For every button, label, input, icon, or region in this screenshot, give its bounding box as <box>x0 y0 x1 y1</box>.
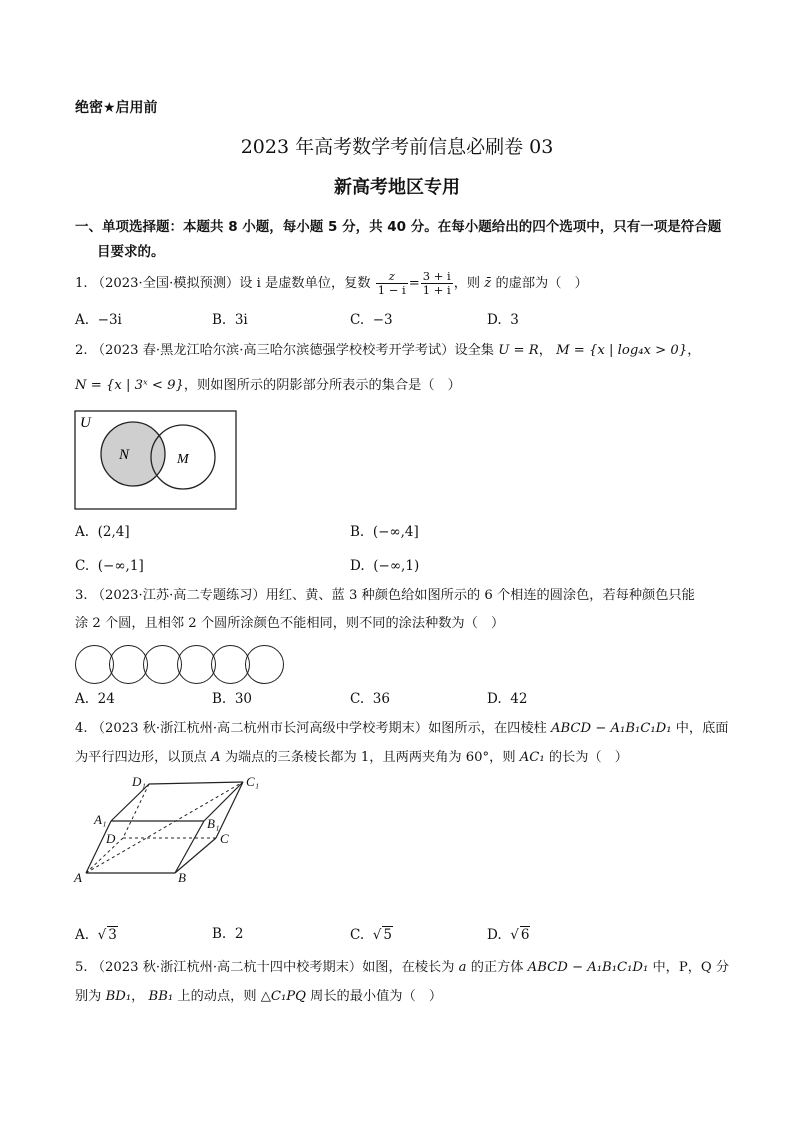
label-c: C <box>220 831 229 846</box>
q5-text-a: 如图，在棱长为 <box>362 960 455 975</box>
q1-text-b: ，则 <box>453 276 481 291</box>
q5-source: （2023 秋·浙江杭州·高二杭十四中校考期末） <box>91 960 363 975</box>
label-a1: A₁ <box>94 812 107 827</box>
question-3-line2 <box>75 614 504 634</box>
edge-c1c <box>216 782 243 838</box>
question-4-line2 <box>75 748 628 768</box>
q3-option-c[interactable]: C. 36 <box>350 691 390 707</box>
q1-zbar: z̄ <box>484 276 492 291</box>
q2-source: （2023 春·黑龙江哈尔滨·高三哈尔滨德强学校校考开学考试） <box>91 343 455 358</box>
question-3-line1 <box>75 586 695 606</box>
venn-label-m: M <box>177 452 189 467</box>
q4-text-line2c: 的长为（ ） <box>548 750 628 765</box>
question-2-line2 <box>75 376 461 396</box>
edge-d1d <box>123 784 149 838</box>
section-heading-line1: 一、单项选择题：本题共 8 小题，每小题 5 分，共 40 分。在每小题给出的四个选项中，只有一项是符合题 <box>75 219 722 235</box>
q2-option-c[interactable]: C. (−∞,1] <box>75 558 144 574</box>
q1-option-b[interactable]: B. 3i <box>212 312 248 328</box>
q2-text-sep: ， <box>538 343 552 358</box>
q2-text-a: 设全集 <box>454 343 494 358</box>
q5-text-line2c: 上的动点，则 <box>177 989 257 1004</box>
q3-source: （2023·江苏·高二专题练习） <box>91 588 266 603</box>
q1-source: （2023·全国·模拟预测） <box>91 276 240 291</box>
q4-prism: ABCD − A₁B₁C₁D₁ <box>550 721 672 736</box>
q1-fraction-right: $\frac{3 + i}{1 + i}$ <box>422 269 451 297</box>
q1-number: 1. <box>75 276 88 291</box>
section-heading <box>75 215 735 265</box>
section-heading-line2: 目要求的。 <box>97 244 165 260</box>
label-b: B <box>178 870 186 884</box>
venn-label-u: U <box>80 415 91 431</box>
q2-number: 2. <box>75 343 88 358</box>
q2-option-d[interactable]: D. (−∞,1) <box>350 558 420 574</box>
q1-option-a[interactable]: A. −3i <box>75 312 122 328</box>
q5-text-c: 中，P，Q 分 <box>652 960 730 975</box>
q4-source: （2023 秋·浙江杭州·高二杭州市长河高级中学校考期末） <box>91 721 429 736</box>
q3-number: 3. <box>75 588 88 603</box>
exam-subtitle: 新高考地区专用 <box>334 177 460 198</box>
venn-diagram <box>74 410 238 511</box>
question-5-line1 <box>75 958 729 978</box>
q5-cube: ABCD − A₁B₁C₁D₁ <box>527 960 649 975</box>
q3-option-d[interactable]: D. 42 <box>487 691 528 707</box>
edge-da <box>86 838 123 873</box>
q2-set-n: N = {x | 3ˣ < 9} <box>75 378 184 393</box>
q1-option-c[interactable]: C. −3 <box>350 312 393 328</box>
q5-bd1: BD₁ <box>105 989 132 1004</box>
q4-vertex-a: A <box>211 750 221 765</box>
q4-option-b[interactable]: B. 2 <box>212 926 244 942</box>
label-d: D <box>106 831 116 846</box>
prism-diagram <box>70 772 270 884</box>
edge-d1a1 <box>111 784 149 821</box>
q2-text-c: ，则如图所示的阴影部分所表示的集合是（ ） <box>183 378 461 393</box>
question-2-line1 <box>75 341 700 361</box>
q4-text-line2b: 为端点的三条棱长都为 1，且两两夹角为 60°，则 <box>224 750 516 765</box>
q4-option-d[interactable]: D. √ 6 <box>487 927 530 943</box>
secret-label: 绝密★启用前 <box>75 100 158 116</box>
q2-text-b: ， <box>687 343 701 358</box>
q3-option-a[interactable]: A. 24 <box>75 691 115 707</box>
q2-option-a[interactable]: A. (2,4] <box>75 524 130 540</box>
q5-text-line2a: 别为 <box>75 989 102 1004</box>
q1-text-a: 设 i 是虚数单位，复数 <box>239 276 371 291</box>
exam-title: 2023 年高考数学考前信息必刷卷 03 <box>240 136 554 158</box>
q1-equals: = <box>408 276 420 291</box>
q4-text-b: 中，底面 <box>675 721 729 736</box>
q5-edge-a: a <box>458 960 467 975</box>
label-b1: B₁ <box>207 816 220 831</box>
q1-fraction-left: $\frac{z}{1 - i}$ <box>377 269 406 297</box>
label-d1: D₁ <box>132 774 146 789</box>
label-c1: C₁ <box>246 774 260 789</box>
venn-circle-n <box>101 422 165 486</box>
q4-text-a: 如图所示，在四棱柱 <box>428 721 547 736</box>
question-4-line1 <box>75 719 729 739</box>
q5-triangle: △C₁PQ <box>260 989 306 1004</box>
q5-text-line2b: ， <box>131 989 145 1004</box>
q2-universal-set: U = R <box>498 343 539 358</box>
q4-option-a[interactable]: A. √ 3 <box>75 927 117 943</box>
question-5-line2 <box>75 987 442 1007</box>
q5-text-b: 的正方体 <box>470 960 524 975</box>
edge-d1c1 <box>149 782 243 784</box>
label-a: A <box>74 870 82 884</box>
q4-option-c[interactable]: C. √ 5 <box>350 927 392 943</box>
q3-text-line2: 涂 2 个圆，且相邻 2 个圆所涂颜色不能相同，则不同的涂法种数为（ ） <box>75 616 505 631</box>
q1-text-c: 的虚部为（ ） <box>495 276 588 291</box>
q5-number: 5. <box>75 960 88 975</box>
q3-text-line1: 用红、黄、蓝 3 种颜色给如图所示的 6 个相连的圆涂色，若每种颜色只能 <box>265 588 695 603</box>
q4-ac1: AC₁ <box>519 750 545 765</box>
question-1 <box>75 270 588 297</box>
q4-text-line2a: 为平行四边形，以顶点 <box>75 750 207 765</box>
edge-bc <box>175 838 216 873</box>
q4-number: 4. <box>75 721 88 736</box>
q5-text-line2d: 周长的最小值为（ ） <box>310 989 443 1004</box>
q1-option-d[interactable]: D. 3 <box>487 312 519 328</box>
edge-b1b <box>175 821 204 873</box>
q5-bb1: BB₁ <box>148 989 174 1004</box>
q2-set-m: M = {x | log₄x > 0} <box>556 343 688 358</box>
venn-label-n: N <box>119 447 130 463</box>
q2-option-b[interactable]: B. (−∞,4] <box>350 524 419 540</box>
q3-option-b[interactable]: B. 30 <box>212 691 252 707</box>
circle-6 <box>245 645 284 684</box>
